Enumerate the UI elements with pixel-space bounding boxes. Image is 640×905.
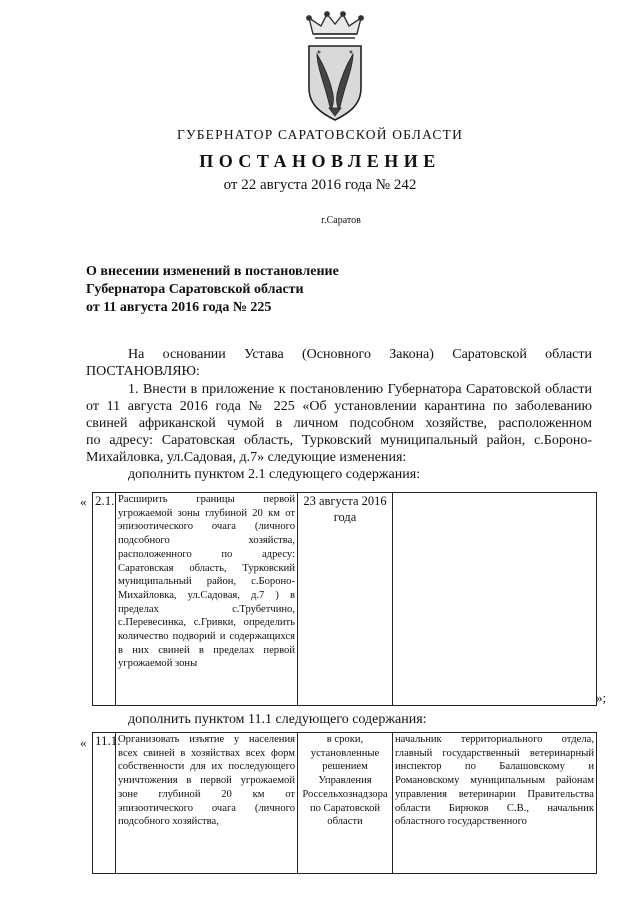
action-cell: Организовать изъятие у населения всех свиней в хозяйствах всех форм собственности для их последующего уничтожения в первой угрожаемой зоне глубиной 20 км от эпизоотического очага (личного подсобного хозяйства,	[116, 733, 298, 874]
document-date-number: от 22 августа 2016 года № 242	[223, 177, 417, 193]
document-subject	[86, 263, 446, 317]
crown-icon	[307, 12, 363, 38]
coat-of-arms-emblem	[295, 10, 375, 122]
basis-paragraph	[86, 346, 592, 380]
paragraph-line: от 11 августа 2016 года № 225 «Об установлении карантина по заболеванию	[86, 399, 592, 414]
item-1-paragraph	[86, 381, 592, 483]
opening-quote: «	[80, 494, 87, 509]
action-cell: Расширить границы первой угрожаемой зоны глубиной 20 км от эпизоотического очага (личного подсобного хозяйства, расположенного по адресу: Саратовская область, Турковский муниципальный район, с.Бороно-Михайловка, ул.Садовая, д.7 ) в пределах с.Трубетчино, с.Перевесинка, с.Гривки, определить количество подворий и содержащихся в них свиней в пределах первой угрожаемой зоны	[116, 493, 298, 706]
add-11-1-paragraph	[86, 711, 592, 728]
closing-quote: »;	[596, 690, 607, 705]
table-row	[93, 733, 597, 874]
issuing-authority: ГУБЕРНАТОР САРАТОВСКОЙ ОБЛАСТИ	[176, 127, 464, 142]
opening-quote: «	[80, 735, 87, 750]
subject-line: О внесении изменений в постановление	[86, 264, 339, 279]
responsible-cell	[393, 493, 597, 706]
amendment-table-2-1	[92, 492, 597, 706]
paragraph-line: дополнить пунктом 2.1 следующего содержания:	[128, 467, 421, 482]
document-type-title: ПОСТАНОВЛЕНИЕ	[199, 151, 441, 171]
responsible-cell: начальник территориального отдела, главный государственный ветеринарный инспектор по Балашовскому и Романовскому муниципальным районам управления ветеринарии Правительства области Бирюков С.В., начальник областного государственного	[393, 733, 597, 874]
paragraph-line: 1. Внести в приложение к постановлению Губернатора Саратовской области	[128, 382, 592, 397]
item-number-cell: 2.1.	[93, 493, 116, 706]
subject-line: от 11 августа 2016 года № 225	[86, 300, 272, 315]
subject-line: Губернатора Саратовской области	[86, 282, 304, 297]
amendment-table-11-1	[92, 732, 597, 874]
item-number-cell: 11.1.	[93, 733, 116, 874]
paragraph-line: На основании Устава (Основного Закона) Саратовской области	[128, 347, 592, 362]
paragraph-line: Михайловка, ул.Садовая, д.7» следующие изменения:	[86, 450, 407, 465]
deadline-cell: 23 августа 2016 года	[298, 493, 393, 706]
paragraph-line: ПОСТАНОВЛЯЮ:	[86, 364, 200, 379]
document-city: г.Саратов	[321, 215, 361, 226]
paragraph-line: по адресу: Саратовская область, Турковский муниципальный район, с.Бороно-	[86, 433, 592, 448]
paragraph-line: свиней африканской чумой в личном подсобном хозяйстве, расположенном	[86, 416, 592, 431]
table-row	[93, 493, 597, 706]
deadline-cell: в сроки, установленные решением Управления Россельхознадзора по Саратовской области	[298, 733, 393, 874]
paragraph-line: дополнить пунктом 11.1 следующего содержания:	[128, 712, 427, 727]
